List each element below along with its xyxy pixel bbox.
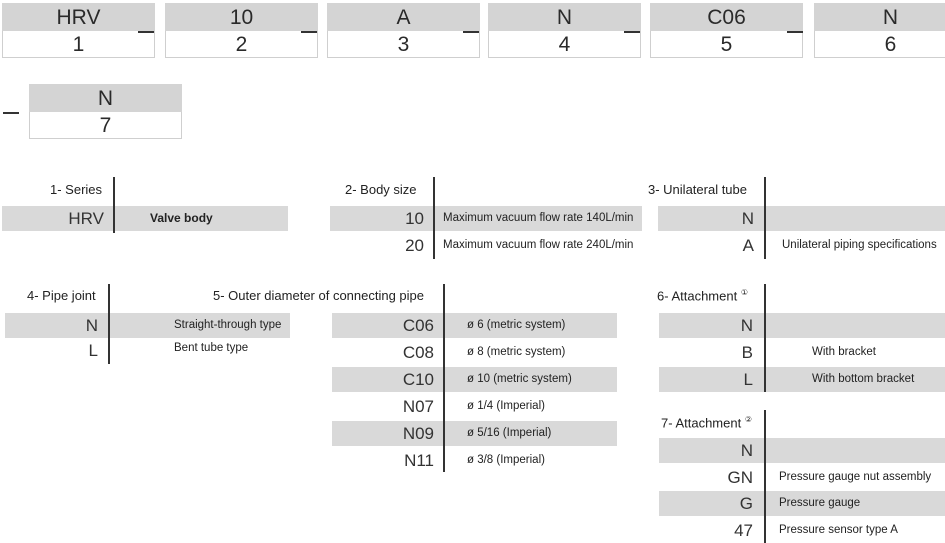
- row-code: N: [740, 441, 753, 460]
- code-box-index: 1: [2, 31, 155, 58]
- attachment1-title: [657, 288, 748, 303]
- separator-dash: [301, 31, 317, 33]
- attachment2-title-text: 7- Attachment: [661, 415, 742, 431]
- table-row: [330, 206, 642, 231]
- table-row: [659, 313, 945, 338]
- body-size-title: 2- Body size: [345, 182, 417, 197]
- row-code: A: [742, 236, 754, 255]
- row-code: GN: [727, 468, 753, 487]
- attachment1-title-text: 6- Attachment: [657, 288, 738, 304]
- row-desc: Pressure sensor type A: [779, 524, 898, 536]
- row-desc: Maximum vacuum flow rate 240L/min: [443, 239, 634, 251]
- row-desc: ø 1/4 (Imperial): [467, 400, 545, 412]
- row-code: L: [743, 370, 753, 389]
- table-row: [659, 465, 945, 490]
- code-box-index: 2: [165, 31, 318, 58]
- code-box-value: N: [814, 3, 945, 31]
- code-box-1: [2, 3, 155, 60]
- separator-dash: [138, 31, 154, 33]
- code-box-value: C06: [650, 3, 803, 31]
- row-code: C06: [402, 316, 434, 335]
- attachment2-title: [661, 415, 752, 430]
- row-code: G: [739, 494, 753, 513]
- row-code: B: [741, 343, 753, 362]
- code-box-value: A: [327, 3, 480, 31]
- code-box-4: [488, 3, 641, 60]
- row-desc: ø 6 (metric system): [467, 319, 566, 331]
- row-desc: Unilateral piping specifications: [782, 239, 937, 251]
- table-row: [658, 206, 945, 231]
- row-desc: ø 5/16 (Imperial): [467, 427, 552, 439]
- code-box-value: HRV: [2, 3, 155, 31]
- column-divider: [443, 284, 445, 472]
- row-code: HRV: [68, 209, 104, 228]
- table-row: [332, 394, 617, 419]
- table-row: [332, 340, 617, 365]
- row-desc: With bracket: [812, 346, 876, 358]
- code-box-value: N: [29, 84, 182, 112]
- row-code: N11: [404, 451, 434, 470]
- table-row: [332, 313, 617, 338]
- table-row: [5, 313, 290, 338]
- code-box-index: 5: [650, 31, 803, 58]
- separator-dash: [463, 31, 479, 33]
- separator-dash: [3, 112, 19, 114]
- row-desc: Pressure gauge: [779, 497, 861, 509]
- unilateral-tube-title: 3- Unilateral tube: [648, 182, 747, 197]
- row-desc: Valve body: [150, 211, 213, 225]
- row-code: N09: [402, 424, 434, 443]
- table-row: [332, 367, 617, 392]
- column-divider: [113, 177, 115, 233]
- column-divider: [764, 410, 766, 543]
- row-desc: Straight-through type: [174, 319, 282, 331]
- row-code: C10: [402, 370, 434, 389]
- code-box-6: [814, 3, 945, 60]
- row-desc: With bottom bracket: [812, 373, 915, 385]
- table-row: [659, 518, 945, 543]
- row-desc: Pressure gauge nut assembly: [779, 471, 932, 483]
- row-code: L: [88, 341, 98, 360]
- table-row: [659, 340, 945, 365]
- table-row: [332, 448, 617, 473]
- row-desc: Bent tube type: [174, 342, 249, 354]
- column-divider: [764, 177, 766, 259]
- code-box-value: N: [488, 3, 641, 31]
- row-code: N07: [402, 397, 434, 416]
- code-box-index: 3: [327, 31, 480, 58]
- table-row: [2, 206, 288, 231]
- column-divider: [108, 284, 110, 364]
- row-desc: ø 10 (metric system): [467, 373, 572, 385]
- series-title: 1- Series: [50, 182, 103, 197]
- code-box-5: [650, 3, 803, 60]
- attachment2-note: ②: [744, 415, 753, 424]
- code-box-index: 4: [488, 31, 641, 58]
- row-code: N: [85, 316, 98, 335]
- attachment1-note: ①: [740, 288, 749, 297]
- separator-dash: [787, 31, 803, 33]
- row-desc: ø 8 (metric system): [467, 346, 566, 358]
- row-code: 47: [734, 521, 753, 540]
- code-box-index: 6: [814, 31, 945, 58]
- outer-diameter-title: 5- Outer diameter of connecting pipe: [213, 288, 425, 303]
- table-row: [659, 367, 945, 392]
- table-row: [332, 421, 617, 446]
- code-box-7: [29, 84, 182, 141]
- column-divider: [433, 177, 435, 259]
- row-code: N: [740, 316, 753, 335]
- code-box-index: 7: [29, 112, 182, 139]
- row-code: C08: [402, 343, 434, 362]
- row-code: N: [741, 209, 754, 228]
- table-row: [5, 338, 290, 363]
- code-box-value: 10: [165, 3, 318, 31]
- table-row: [658, 233, 945, 258]
- row-code: 10: [405, 209, 424, 228]
- table-row: [659, 438, 945, 463]
- row-code: 20: [405, 236, 424, 255]
- table-row: [330, 233, 642, 258]
- table-row: [659, 491, 945, 516]
- pipe-joint-title: 4- Pipe joint: [27, 288, 96, 303]
- separator-dash: [624, 31, 640, 33]
- row-desc: Maximum vacuum flow rate 140L/min: [443, 212, 634, 224]
- row-desc: ø 3/8 (Imperial): [467, 454, 545, 466]
- column-divider: [764, 284, 766, 392]
- code-box-2: [165, 3, 318, 60]
- code-box-3: [327, 3, 480, 60]
